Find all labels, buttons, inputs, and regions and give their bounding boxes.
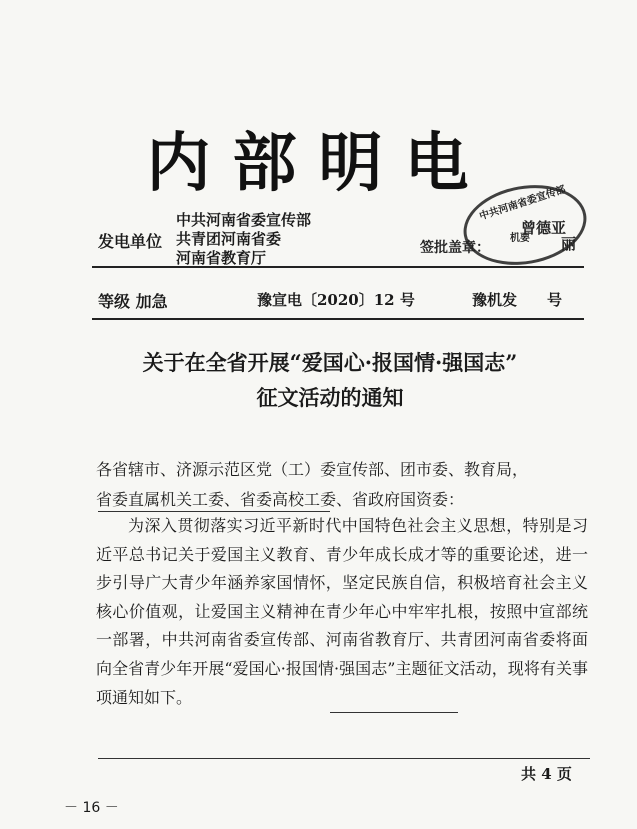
- issuer-number: 豫机发 号: [472, 291, 563, 309]
- sender-item: 河南省教育厅: [176, 249, 267, 267]
- notice-title-line: 征文活动的通知: [256, 385, 404, 410]
- sender-item: 中共河南省委宣传部: [176, 211, 312, 229]
- seal-subtext: 机要: [510, 233, 530, 244]
- pen-underline: [330, 708, 458, 713]
- page-count: 共 4 页: [521, 765, 572, 783]
- notice-title-line: 关于在全省开展“爱国心·报国情·强国志”: [142, 350, 518, 375]
- signer-signature: [521, 210, 577, 253]
- salutation-line: 省委直属机关工委、省委高校工委、省政府国资委：: [96, 490, 465, 509]
- seal-text: 中共河南省委宣传部: [478, 184, 568, 223]
- notice-title: [80, 345, 580, 415]
- header-divider: [92, 266, 584, 268]
- signer-name: 曾德亚: [521, 219, 567, 237]
- notice-body: 为深入贯彻落实习近平新时代中国特色社会主义思想，特别是习近平总书记关于爱国主义教育、青少年成长成才等的重要论述，进一步引导广大青少年涵养家国情怀，坚定民族自信，积极培育社会主义核心价值观，让爱国主义精神在青少年心中牢牢扎根，按照中宣部统一部署，中共河南省委宣传部、河南省教育厅、共青团河南省委将面向全省青少年开展“爱国心·报国情·强国志”主题征文活动，现将有关事项通知如下。: [96, 516, 588, 707]
- document-number: 豫宣电〔2020〕12 号: [257, 291, 415, 309]
- document-title: 内部明电: [146, 126, 491, 201]
- urgency-level: 等级 加急: [98, 292, 168, 311]
- meta-divider: [92, 318, 584, 320]
- sender-list: [176, 211, 311, 268]
- sender-label: 发电单位: [98, 232, 163, 251]
- signer-name: 丽: [561, 235, 577, 253]
- footer-divider: [98, 758, 590, 759]
- salutation-line: 各省辖市、济源示范区党（工）委宣传部、团市委、教育局，: [96, 460, 529, 479]
- page-number: － 16 －: [64, 800, 119, 816]
- pen-underline: [98, 505, 330, 512]
- sender-item: 共青团河南省委: [176, 230, 282, 248]
- sign-label: 签批盖章：: [420, 240, 490, 256]
